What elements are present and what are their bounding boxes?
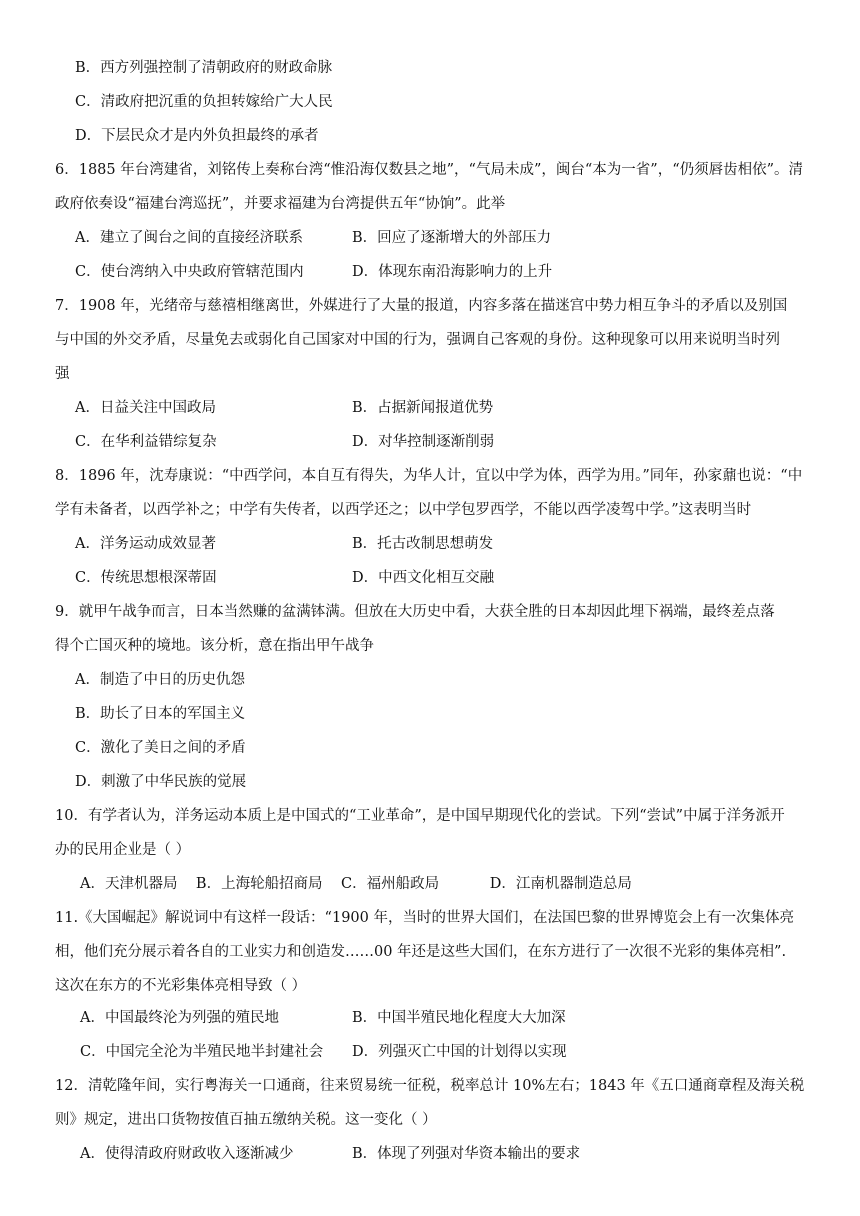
q11-option-d: D．列强灭亡中国的计划得以实现 [352,1044,567,1060]
q8-option-d: D．中西文化相互交融 [352,570,495,586]
q9-option-a: A．制造了中日的历史仇怨 [75,672,245,688]
q10-options: A．天津机器局 B．上海轮船招商局 C．福州船政局 D．江南机器制造总局 [80,876,632,892]
q9-option-c: C．激化了美日之间的矛盾 [75,740,246,756]
q8-stem-line-1: 8．1896 年，沈寿康说：“中西学问，本自互有得失，为华人计，宜以中学为体，西学为用。”同年，孙家鼐也说：“中 [55,468,803,484]
q8-option-a: A．洋务运动成效显著 [75,536,216,552]
q6-option-b: B．回应了逐渐增大的外部压力 [352,230,552,246]
q11-option-a: A．中国最终沦为列强的殖民地 [80,1010,279,1026]
q9-stem-line-2: 得个亡国灭种的境地。该分析，意在指出甲午战争 [55,638,374,654]
q7-stem-line-2: 与中国的外交矛盾，尽量免去或弱化自己国家对中国的行为，强调自己客观的身份。这种现象可以用来说明当时列 [55,332,780,348]
q12-stem-line-1: 12．清乾隆年间，实行粤海关一口通商，往来贸易统一征税，税率总计 10%左右；1843 年《五口通商章程及海关税 [55,1078,805,1094]
q12-option-a: A．使得清政府财政收入逐渐减少 [80,1146,294,1162]
q11-option-b: B．中国半殖民地化程度大大加深 [352,1010,566,1026]
q7-stem-line-3: 强 [55,366,70,382]
q7-option-d: D．对华控制逐渐削弱 [352,434,495,450]
q8-option-b: B．托古改制思想萌发 [352,536,494,552]
q9-option-b: B．助长了日本的军国主义 [75,706,246,722]
q6-stem-line-1: 6．1885 年台湾建省，刘铭传上奏称台湾“惟沿海仅数县之地”，“气局未成”，闽台“本为一省”，“仍须唇齿相依”。清 [55,162,804,178]
q8-stem-line-2: 学有未备者，以西学补之；中学有失传者，以西学还之；以中学包罗西学，不能以西学凌驾中学。”这表明当时 [55,502,752,518]
q11-stem-line-2: 相，他们充分展示着各自的工业实力和创造发……00 年还是这些大国们，在东方进行了一次很不光彩的集体亮相”. [55,944,787,960]
q6-option-c: C．使台湾纳入中央政府管辖范围内 [75,264,304,280]
q7-option-a: A．日益关注中国政局 [75,400,216,416]
q7-option-b: B．占据新闻报道优势 [352,400,494,416]
q5-option-d: D．下层民众才是内外负担最终的承者 [75,128,319,144]
q7-stem-line-1: 7．1908 年，光绪帝与慈禧相继离世，外媒进行了大量的报道，内容多落在描迷宫中势力相互争斗的矛盾以及别国 [55,298,788,314]
q10-stem-line-1: 10．有学者认为，洋务运动本质上是中国式的“工业革命”，是中国早期现代化的尝试。下列“尝试”中属于洋务派开 [55,808,785,824]
q6-stem-line-2: 政府依奏设“福建台湾巡抚”，并要求福建为台湾提供五年“协饷”。此举 [55,196,506,212]
q5-option-c: C．清政府把沉重的负担转嫁给广大人民 [75,94,333,110]
q7-option-c: C．在华利益错综复杂 [75,434,217,450]
q12-stem-line-2: 则》规定，进出口货物按值百抽五缴纳关税。这一变化（ ） [55,1112,437,1128]
q11-stem-line-3: 这次在东方的不光彩集体亮相导致（ ） [55,978,307,994]
q6-option-d: D．体现东南沿海影响力的上升 [352,264,553,280]
q11-option-c: C．中国完全沦为半殖民地半封建社会 [80,1044,324,1060]
q9-option-d: D．刺激了中华民族的觉展 [75,774,247,790]
q6-option-a: A．建立了闽台之间的直接经济联系 [75,230,303,246]
q9-stem-line-1: 9．就甲午战争而言，日本当然赚的盆满钵满。但放在大历史中看，大获全胜的日本却因此埋下祸端，最终差点落 [55,604,775,620]
q11-stem-line-1: 11.《大国崛起》解说词中有这样一段话：“1900 年，当时的世界大国们，在法国巴黎的世界博览会上有一次集体亮 [55,910,794,926]
q10-stem-line-2: 办的民用企业是（ ） [55,842,191,858]
q5-option-b: B．西方列强控制了清朝政府的财政命脉 [75,60,333,76]
q8-option-c: C．传统思想根深蒂固 [75,570,217,586]
q12-option-b: B．体现了列强对华资本输出的要求 [352,1146,581,1162]
